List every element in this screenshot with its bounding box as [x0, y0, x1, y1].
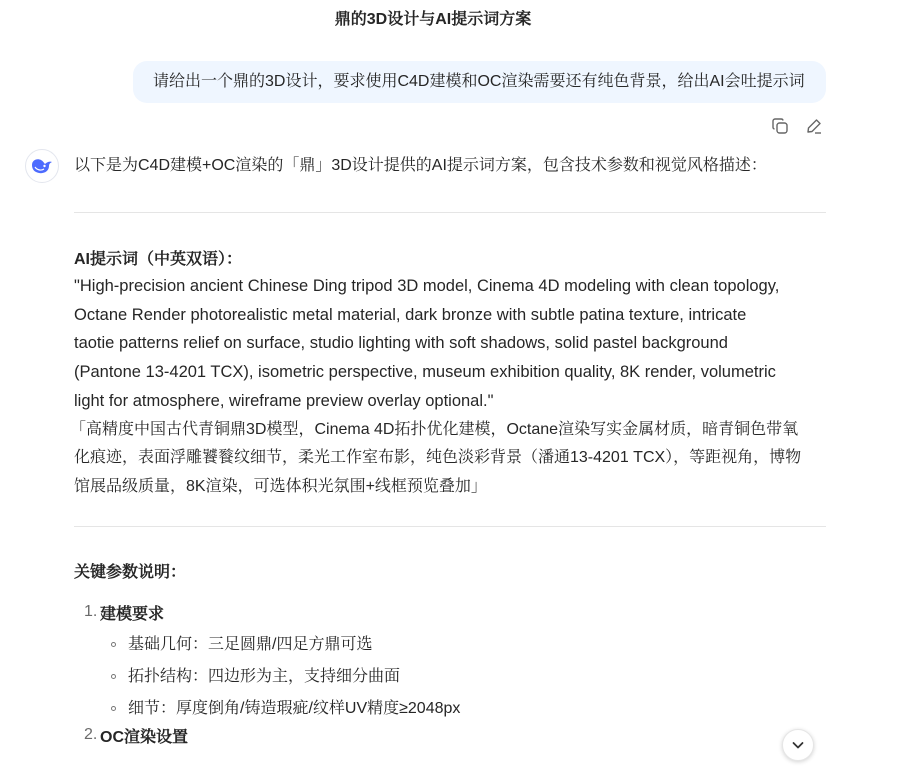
edit-icon[interactable] [804, 116, 824, 136]
chevron-down-icon [791, 738, 805, 752]
prompt-en-line: Octane Render photorealistic metal material, dark bronze with subtle patina texture, intricate [74, 305, 747, 324]
list-item-text: 拓扑结构：四边形为主，支持细分曲面 [128, 667, 401, 685]
param-item [74, 603, 834, 725]
list-item [74, 661, 834, 693]
user-message-text: 请给出一个鼎的3D设计，要求使用C4D建模和OC渲染需要还有纯色背景，给出AI会吐提示词 [153, 73, 805, 90]
param-title: OC渲染设置 [100, 728, 189, 746]
list-item [74, 693, 834, 725]
bullet-icon [111, 674, 116, 679]
list-item [74, 629, 834, 661]
copy-icon[interactable] [770, 116, 790, 136]
prompt-en-line: "High-precision ancient Chinese Ding tripod 3D model, Cinema 4D modeling with clean topology, [74, 277, 780, 295]
scroll-to-bottom-button[interactable] [782, 729, 814, 761]
bullet-icon [111, 642, 116, 647]
user-message-bubble [133, 61, 826, 103]
divider [74, 526, 826, 527]
params-list [74, 603, 834, 750]
whale-logo-icon [30, 156, 54, 176]
prompt-zh-line: 化痕迹，表面浮雕饕餮纹细节，柔光工作室布影，纯色淡彩背景（潘通13-4201 TCX），等距视角，博物 [74, 449, 802, 467]
prompt-heading: AI提示词（中英双语）： [74, 251, 243, 268]
list-item-text: 基础几何：三足圆鼎/四足方鼎可选 [128, 635, 373, 653]
prompt-en-line: light for atmosphere, wireframe preview overlay optional." [74, 391, 494, 410]
param-title: 建模要求 [100, 605, 165, 623]
answer-intro: 以下是为C4D建模+OC渲染的「鼎」3D设计提供的AI提示词方案，包含技术参数和视觉风格描述： [74, 157, 767, 174]
prompt-zh-line: 馆展品级质量，8K渲染，可选体积光氛围+线框预览叠加」 [74, 477, 487, 495]
param-number: 2. [84, 725, 98, 743]
param-sub-list [74, 629, 834, 725]
message-actions [770, 116, 824, 136]
param-number: 1. [84, 602, 98, 620]
list-item-text: 细节：厚度倒角/铸造瑕疵/纹样UV精度≥2048px [128, 699, 461, 717]
divider [74, 212, 826, 213]
param-item [74, 726, 834, 750]
params-heading: 关键参数说明： [74, 563, 187, 581]
prompt-english [74, 272, 834, 416]
assistant-answer [70, 154, 834, 750]
prompt-en-line: taotie patterns relief on surface, studio lighting with soft shadows, solid pastel background [74, 334, 728, 353]
page-title: 鼎的3D设计与AI提示词方案 [334, 11, 532, 28]
bullet-icon [111, 706, 116, 711]
assistant-avatar [25, 149, 59, 183]
prompt-chinese [70, 416, 834, 502]
prompt-en-line: (Pantone 13-4201 TCX), isometric perspective, museum exhibition quality, 8K render, volumetric [74, 363, 776, 382]
prompt-zh-line: 「高精度中国古代青铜鼎3D模型，Cinema 4D拓扑优化建模，Octane渲染写实金属材质，暗青铜色带氧 [70, 420, 799, 438]
